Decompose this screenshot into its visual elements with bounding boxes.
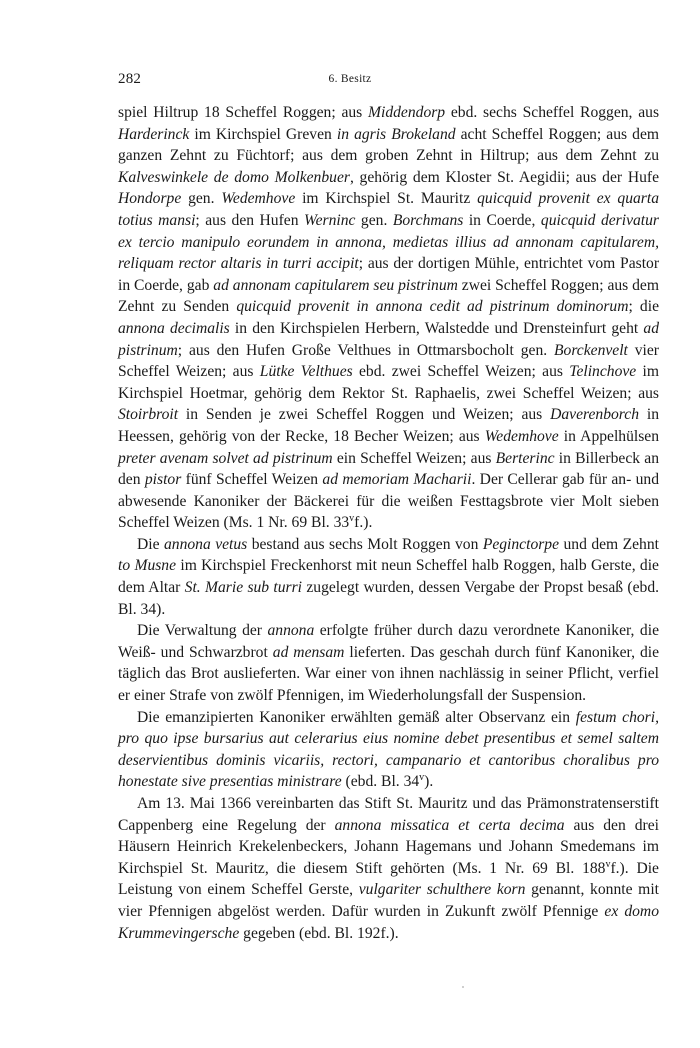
superscript: v (419, 772, 425, 784)
italic-text: ad memoriam Macharii (322, 471, 472, 489)
text-run: aus den drei Häusern Heinrich Krekelenbeckers, Johann Hagemans und Johann Smedemans im Kirchspiel St. Mauritz, die diesem Stift gehörten (Ms. 1 Nr. 69 Bl. 188 (118, 816, 659, 877)
italic-text: annona (267, 622, 315, 640)
paragraph (118, 534, 659, 620)
italic-text: Borchmans (392, 211, 464, 229)
text-run: im Kirchspiel Hoetmar, gehörig dem Rektor St. Raphaelis, zwei Scheffel Weizen; aus (118, 363, 659, 402)
text-run: ein Scheffel Weizen; aus (332, 449, 496, 467)
text-run: erfolgte früher durch dazu verordnete Kanoniker, die Weiß- und Schwarzbrot (118, 622, 659, 661)
paragraph (118, 620, 659, 706)
italic-text: Werninc (304, 211, 356, 229)
text-run: f.). (354, 514, 373, 532)
superscript: v (349, 513, 355, 525)
italic-text: to Musne (118, 557, 177, 575)
italic-text: ad pistrinum (118, 319, 659, 359)
italic-text: ad annonam capitularem seu pistrinum (213, 276, 458, 294)
faint-mark (462, 986, 464, 988)
text-run: in Coerde, (463, 211, 541, 229)
text-run: ebd. zwei Scheffel Weizen; aus (352, 363, 570, 381)
paragraph (118, 707, 659, 793)
text-run: in den Kirchspielen Herbern, Walstedde und Drensteinfurt geht (229, 319, 644, 337)
italic-text: Daverenborch (550, 406, 640, 424)
text-run: in Heessen, gehörig von der Recke, 18 Becher Weizen; aus (118, 406, 659, 445)
text-run: zwei Scheffel Roggen; aus dem Zehnt zu Senden (118, 276, 659, 316)
italic-text: Stoirbroit (118, 406, 179, 424)
italic-text: vulgariter schulthere korn (358, 881, 526, 899)
italic-text: Lütke Velthues (259, 363, 353, 381)
text-run: in Billerbeck an den (118, 449, 659, 489)
italic-text: quicquid derivatur ex tercio manipulo eorundem in annona, medietas illius ad annonam capitularem, reliquam rector altaris in turri accipit (118, 211, 659, 273)
text-run: im Kirchspiel St. Mauritz (295, 190, 478, 208)
italic-text: Borckenvelt (554, 341, 628, 359)
text-run: und dem Zehnt (559, 535, 659, 553)
italic-text: Kalveswinkele de domo Molkenbuer (118, 168, 350, 186)
text-run: im Kirchspiel Greven (189, 125, 337, 143)
italic-text: in agris Brokeland (336, 125, 456, 143)
text-run: bestand aus sechs Molt Roggen von (247, 535, 483, 553)
text-run: genannt, konnte mit vier Pfennigen abgelöst werden. Dafür wurden in Zukunft zwölf Pfennige (118, 881, 659, 920)
running-title: 6. Besitz (328, 73, 372, 85)
italic-text: Middendorp (368, 104, 446, 121)
italic-text: preter avenam solvet ad pistrinum (118, 449, 333, 467)
italic-text: quicquid provenit ex quarta totius mansi (118, 190, 659, 229)
italic-text: annona decimalis (118, 319, 230, 337)
paragraph (118, 793, 659, 944)
text-run: fünf Scheffel Weizen (181, 471, 323, 489)
text-run: Die Verwaltung der (137, 622, 268, 640)
body-text (118, 102, 659, 944)
paragraph (118, 102, 659, 534)
italic-text: annona vetus (163, 535, 248, 553)
text-run: ; aus den Hufen Große Velthues in Ottmarsbocholt gen. (177, 341, 554, 359)
text-run: in Senden je zwei Scheffel Roggen und Weizen; aus (178, 406, 551, 424)
text-run: Die (137, 535, 164, 553)
text-run: Die emanzipierten Kanoniker erwählten gemäß alter Observanz ein (137, 708, 576, 726)
text-run: zugelegt wurden, dessen Vergabe der Propst besaß (ebd. Bl. 34). (118, 579, 660, 618)
text-run: lieferten. Das geschah durch fünf Kanoniker, die täglich das Brot auslieferten. War einer von ihnen nachlässig in seiner Pflicht, verfiel er einer Strafe von zwölf Pfennigen, im Wiederholungsfall der Suspension. (118, 643, 660, 705)
text-run: , gehörig dem Kloster St. Aegidii; aus der Hufe (349, 168, 659, 186)
text-run: ; aus der dortigen Mühle, entrichtet vom Pastor in Coerde, gab (118, 255, 660, 294)
text-run: ; aus den Hufen (195, 211, 305, 229)
text-run: vier Scheffel Weizen; aus (118, 341, 659, 381)
italic-text: Telinchove (569, 363, 637, 381)
text-run: f.). Die Leistung von einem Scheffel Gerste, (118, 859, 659, 899)
italic-text: pistor (144, 471, 182, 489)
text-run: im Kirchspiel Freckenhorst mit neun Scheffel halb Roggen, halb Gerste, die dem Altar (118, 557, 659, 597)
text-run: ; die (628, 298, 659, 316)
text-run: ebd. sechs Scheffel Roggen, aus (445, 104, 660, 121)
text-run: acht Scheffel Roggen; aus dem ganzen Zehnt zu Füchtorf; aus dem groben Zehnt in Hiltrup; aus dem Zehnt zu (118, 125, 659, 165)
text-run: in Appelhülsen (558, 427, 660, 445)
italic-text: quicquid provenit in annona cedit ad pistrinum dominorum (236, 298, 629, 316)
text-run: spiel Hiltrup 18 Scheffel Roggen; aus (118, 104, 369, 121)
italic-text: ex domo Krummevingersche (118, 902, 659, 942)
italic-text: Wedemhove (484, 427, 559, 445)
italic-text: St. Marie sub turri (184, 579, 303, 597)
italic-text: Berterinc (495, 449, 555, 467)
text-run: gen. (181, 190, 222, 208)
italic-text: festum chori, pro quo ipse bursarius aut celerarius eius nomine debet presentibus et semel saltem deservientibus dominis vicariis, rectori, campanario et cantoribus choralibus pro honestate sive presentias ministrare (118, 708, 659, 791)
italic-text: Wedemhove (221, 190, 296, 208)
text-run: Am 13. Mai 1366 vereinbarten das Stift St. Mauritz und das Prämonstratenserstift Cappenberg eine Regelung der (118, 795, 659, 834)
superscript: v (605, 858, 611, 870)
text-run: (ebd. Bl. 34 (341, 773, 420, 791)
italic-text: ad mensam (272, 643, 345, 661)
italic-text: Harderinck (118, 125, 190, 143)
text-run: . Der Cellerar gab für an- und abwesende Kanoniker der Bäckerei für die weißen Festtagsbrote vier Molt sieben Scheffel Weizen (Ms. 1 Nr. 69 Bl. 33 (118, 471, 659, 532)
italic-text: Hondorpe (118, 190, 182, 208)
text-run: gen. (355, 211, 393, 229)
italic-text: annona missatica et certa decima (334, 816, 565, 834)
page-number: 282 (118, 71, 142, 87)
text-run: gegeben (ebd. Bl. 192f.). (239, 924, 399, 942)
text-run: ). (424, 773, 434, 791)
italic-text: Peginctorpe (482, 535, 560, 553)
